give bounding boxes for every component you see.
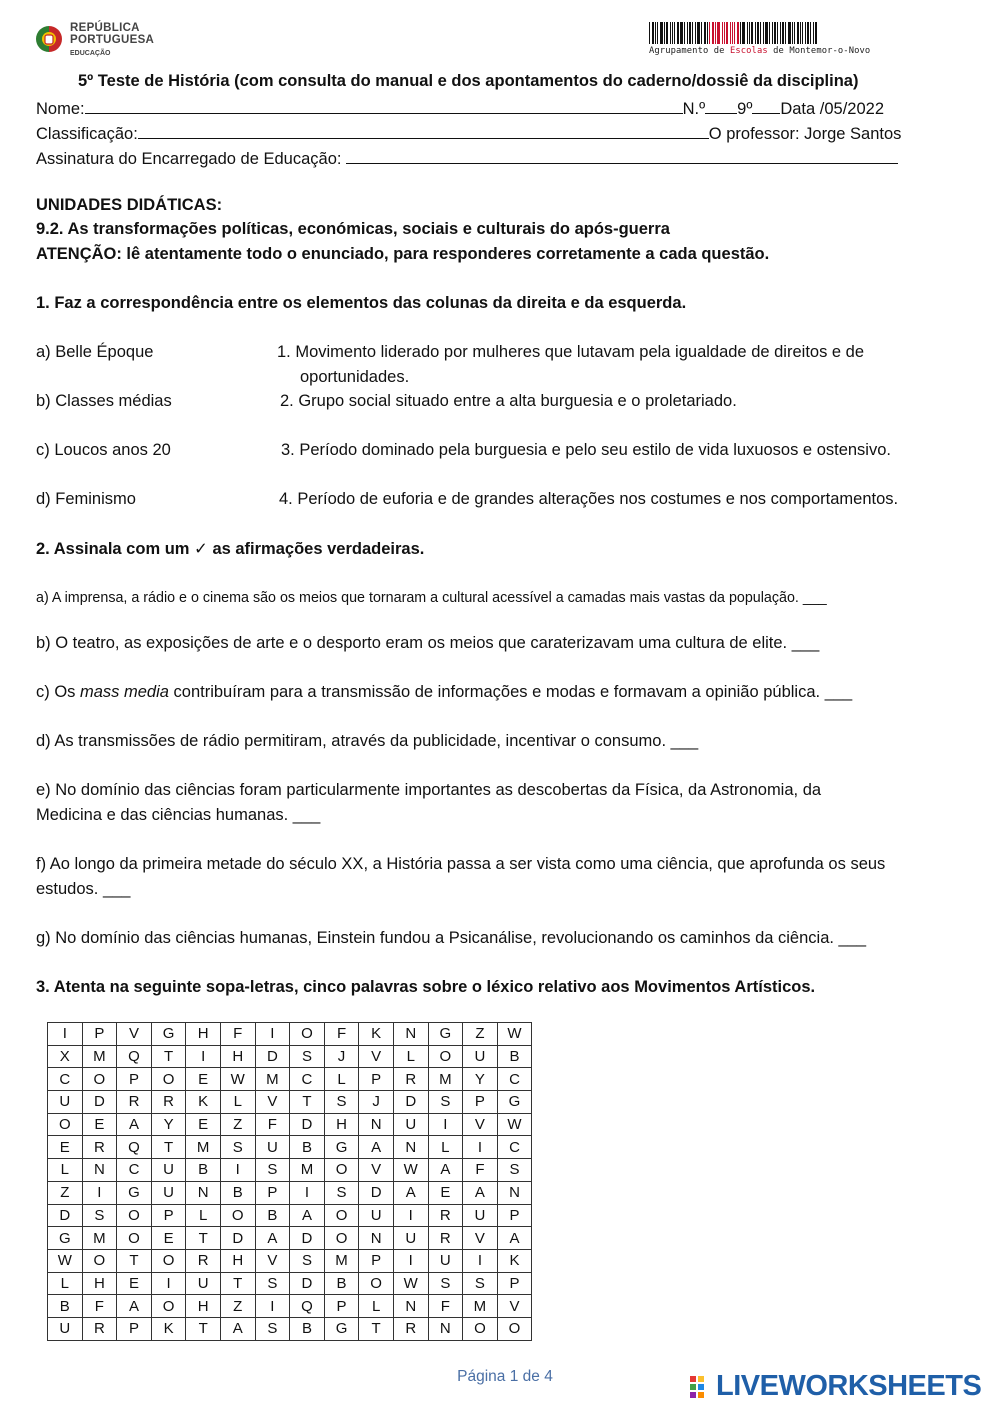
grid-cell[interactable]: T xyxy=(151,1136,186,1159)
grid-cell[interactable]: L xyxy=(324,1068,359,1091)
grid-cell[interactable]: U xyxy=(255,1136,290,1159)
grid-cell[interactable]: I xyxy=(255,1295,290,1318)
grid-row xyxy=(48,1249,532,1272)
grid-cell[interactable]: G xyxy=(48,1227,83,1250)
grid-cell[interactable]: D xyxy=(393,1091,428,1114)
grid-cell[interactable]: O xyxy=(290,1023,325,1046)
grid-cell[interactable]: A xyxy=(117,1295,152,1318)
school-barcode-logo xyxy=(649,22,899,56)
grid-cell[interactable]: E xyxy=(186,1113,221,1136)
grid-cell[interactable]: E xyxy=(151,1227,186,1250)
grid-cell[interactable]: E xyxy=(186,1068,221,1091)
grid-cell[interactable]: N xyxy=(393,1023,428,1046)
signature-label: Assinatura do Encarregado de Educação: xyxy=(36,150,342,168)
q3-prompt: 3. Atenta na seguinte sopa-letras, cinco palavras sobre o léxico relativo aos Movimentos Artísticos. xyxy=(36,978,816,996)
grid-cell[interactable]: P xyxy=(117,1317,152,1340)
grid-cell[interactable]: O xyxy=(82,1068,117,1091)
q1-left-a: a) Belle Époque xyxy=(36,343,154,361)
grid-cell[interactable]: T xyxy=(186,1317,221,1340)
grid-cell[interactable]: S xyxy=(255,1159,290,1182)
class-field[interactable] xyxy=(752,97,780,114)
grid-cell[interactable]: O xyxy=(324,1159,359,1182)
grid-cell[interactable]: L xyxy=(428,1136,463,1159)
grid-cell[interactable]: O xyxy=(324,1204,359,1227)
date-label: Data /05/2022 xyxy=(780,100,885,118)
grid-cell[interactable]: B xyxy=(497,1045,532,1068)
grid-cell[interactable]: O xyxy=(463,1317,498,1340)
grid-cell[interactable]: R xyxy=(393,1068,428,1091)
grid-cell[interactable]: W xyxy=(48,1249,83,1272)
grid-cell[interactable]: D xyxy=(359,1181,394,1204)
grid-cell[interactable]: O xyxy=(151,1249,186,1272)
grid-cell[interactable]: C xyxy=(497,1068,532,1091)
q2-item-d: d) As transmissões de rádio permitiram, através da publicidade, incentivar o consumo. ___ xyxy=(36,732,699,750)
grid-cell[interactable]: A xyxy=(393,1181,428,1204)
grid-cell[interactable]: S xyxy=(428,1272,463,1295)
grid-cell[interactable]: X xyxy=(48,1045,83,1068)
grid-cell[interactable]: P xyxy=(359,1068,394,1091)
grid-cell[interactable]: S xyxy=(324,1181,359,1204)
grid-cell[interactable]: O xyxy=(324,1227,359,1250)
grid-cell[interactable]: U xyxy=(428,1249,463,1272)
attention-note: ATENÇÃO: lê atentamente todo o enunciado, para responderes corretamente a cada questão. xyxy=(36,245,770,263)
grid-cell[interactable]: N xyxy=(82,1159,117,1182)
grid-cell[interactable]: C xyxy=(48,1068,83,1091)
grid-cell[interactable]: G xyxy=(497,1091,532,1114)
grid-cell[interactable]: U xyxy=(359,1204,394,1227)
grid-cell[interactable]: Q xyxy=(117,1136,152,1159)
grid-cell[interactable]: M xyxy=(324,1249,359,1272)
grid-cell[interactable]: W xyxy=(497,1113,532,1136)
grid-cell[interactable]: F xyxy=(428,1295,463,1318)
grid-cell[interactable]: F xyxy=(82,1295,117,1318)
grid-row xyxy=(48,1295,532,1318)
grid-cell[interactable]: M xyxy=(290,1159,325,1182)
grid-cell[interactable]: R xyxy=(428,1227,463,1250)
grid-cell[interactable]: U xyxy=(393,1113,428,1136)
q1-right-4: 4. Período de euforia e de grandes alterações nos costumes e nos comportamentos. xyxy=(279,490,899,508)
grid-cell[interactable]: P xyxy=(324,1295,359,1318)
grid-row xyxy=(48,1317,532,1340)
grid-cell[interactable]: V xyxy=(463,1113,498,1136)
grid-cell[interactable]: T xyxy=(117,1249,152,1272)
grid-cell[interactable]: B xyxy=(186,1159,221,1182)
grid-cell[interactable]: B xyxy=(48,1295,83,1318)
grid-cell[interactable]: V xyxy=(255,1249,290,1272)
grid-cell[interactable]: A xyxy=(220,1317,255,1340)
q2-item-e-line1: e) No domínio das ciências foram particularmente importantes as descobertas da Física, da Astronomia, da xyxy=(36,781,822,799)
grade-label: 9º xyxy=(737,100,753,118)
grid-cell[interactable]: A xyxy=(255,1227,290,1250)
grid-cell[interactable]: I xyxy=(186,1045,221,1068)
grid-cell[interactable]: R xyxy=(428,1204,463,1227)
grid-cell[interactable]: Z xyxy=(48,1181,83,1204)
grid-cell[interactable]: S xyxy=(290,1045,325,1068)
q2-item-e-line2: Medicina e das ciências humanas. ___ xyxy=(36,806,321,824)
grid-cell[interactable]: S xyxy=(255,1317,290,1340)
grid-cell[interactable]: O xyxy=(359,1272,394,1295)
grid-cell[interactable]: I xyxy=(290,1181,325,1204)
grid-cell[interactable]: I xyxy=(463,1249,498,1272)
q2-item-f-line1: f) Ao longo da primeira metade do século XX, a História passa a ser vista como uma ciência, que aprofunda os seus xyxy=(36,855,886,873)
grid-cell[interactable]: S xyxy=(255,1272,290,1295)
grid-cell[interactable]: T xyxy=(151,1045,186,1068)
grid-cell[interactable]: U xyxy=(48,1091,83,1114)
grid-cell[interactable]: P xyxy=(359,1249,394,1272)
grid-cell[interactable]: U xyxy=(48,1317,83,1340)
grid-cell[interactable]: G xyxy=(324,1317,359,1340)
grid-cell[interactable]: T xyxy=(186,1227,221,1250)
grid-cell[interactable]: H xyxy=(324,1113,359,1136)
grid-cell[interactable]: E xyxy=(428,1181,463,1204)
grid-cell[interactable]: K xyxy=(151,1317,186,1340)
republic-line3: EDUCAÇÃO xyxy=(70,50,111,57)
grid-cell[interactable]: O xyxy=(151,1068,186,1091)
page-number: Página 1 de 4 xyxy=(457,1368,553,1385)
grid-cell[interactable]: O xyxy=(117,1204,152,1227)
grid-cell[interactable]: R xyxy=(82,1136,117,1159)
grid-cell[interactable]: K xyxy=(497,1249,532,1272)
grid-cell[interactable]: O xyxy=(428,1045,463,1068)
grid-cell[interactable]: P xyxy=(82,1023,117,1046)
grid-cell[interactable]: S xyxy=(290,1249,325,1272)
q1-right-2: 2. Grupo social situado entre a alta burguesia e o proletariado. xyxy=(280,392,737,410)
grid-cell[interactable]: W xyxy=(393,1159,428,1182)
grid-cell[interactable]: U xyxy=(463,1204,498,1227)
grid-cell[interactable]: N xyxy=(393,1136,428,1159)
grid-cell[interactable]: U xyxy=(151,1181,186,1204)
grid-row xyxy=(48,1181,532,1204)
grid-row xyxy=(48,1159,532,1182)
number-label: N.º xyxy=(682,100,706,118)
grid-cell[interactable]: N xyxy=(186,1181,221,1204)
q1-prompt: 1. Faz a correspondência entre os elementos das colunas da direita e da esquerda. xyxy=(36,294,687,312)
grid-cell[interactable]: Z xyxy=(220,1295,255,1318)
grid-cell[interactable]: J xyxy=(324,1045,359,1068)
school-name: Agrupamento de Escolas de Montemor-o-Novo xyxy=(649,46,871,56)
grid-cell[interactable]: I xyxy=(82,1181,117,1204)
grid-cell[interactable]: C xyxy=(117,1159,152,1182)
grid-cell[interactable]: K xyxy=(359,1023,394,1046)
barcode-icon xyxy=(649,22,899,44)
grid-cell[interactable]: A xyxy=(428,1159,463,1182)
grid-cell[interactable]: H xyxy=(186,1295,221,1318)
classification-label: Classificação: xyxy=(36,125,138,143)
grid-cell[interactable]: P xyxy=(497,1272,532,1295)
word-search-grid xyxy=(47,1022,532,1341)
grid-cell[interactable]: R xyxy=(393,1317,428,1340)
grid-cell[interactable]: Z xyxy=(220,1113,255,1136)
grid-cell[interactable]: U xyxy=(463,1045,498,1068)
coat-of-arms-icon xyxy=(34,24,64,54)
q2-item-a: a) A imprensa, a rádio e o cinema são os meios que tornaram a cultural acessível a camadas mais vastas da população. ___ xyxy=(36,590,827,606)
grid-cell[interactable]: D xyxy=(48,1204,83,1227)
grid-cell[interactable]: P xyxy=(463,1091,498,1114)
grid-cell[interactable]: M xyxy=(82,1045,117,1068)
grid-cell[interactable]: M xyxy=(82,1227,117,1250)
grid-cell[interactable]: G xyxy=(117,1181,152,1204)
grid-cell[interactable]: L xyxy=(220,1091,255,1114)
grid-row xyxy=(48,1272,532,1295)
republic-line1: REPÚBLICA xyxy=(70,22,140,34)
grid-cell[interactable]: U xyxy=(151,1159,186,1182)
grid-cell[interactable]: C xyxy=(497,1136,532,1159)
q1-left-d: d) Feminismo xyxy=(36,490,136,508)
grid-cell[interactable]: G xyxy=(324,1136,359,1159)
units-topic: 9.2. As transformações políticas, económicas, sociais e culturais do após-guerra xyxy=(36,220,670,238)
grid-cell[interactable]: A xyxy=(117,1113,152,1136)
q1-left-c: c) Loucos anos 20 xyxy=(36,441,171,459)
grid-cell[interactable]: B xyxy=(255,1204,290,1227)
grid-cell[interactable]: N xyxy=(393,1295,428,1318)
grid-cell[interactable]: L xyxy=(48,1272,83,1295)
grid-cell[interactable]: E xyxy=(82,1113,117,1136)
q1-right-1: 1. Movimento liderado por mulheres que lutavam pela igualdade de direitos e de xyxy=(277,343,865,361)
number-field[interactable] xyxy=(705,97,737,114)
signature-line xyxy=(36,147,898,169)
q1-right-3: 3. Período dominado pela burguesia e pelo seu estilo de vida luxuosos e ostensivo. xyxy=(281,441,891,459)
q2-item-g: g) No domínio das ciências humanas, Einstein fundou a Psicanálise, revolucionando os caminhos da ciência. ___ xyxy=(36,929,867,947)
grid-cell[interactable]: Y xyxy=(151,1113,186,1136)
grid-cell[interactable]: I xyxy=(393,1204,428,1227)
grid-cell[interactable]: M xyxy=(186,1136,221,1159)
signature-field[interactable] xyxy=(346,147,898,164)
grid-cell[interactable]: I xyxy=(428,1113,463,1136)
grid-row xyxy=(48,1045,532,1068)
grid-row xyxy=(48,1113,532,1136)
grid-cell[interactable]: A xyxy=(497,1227,532,1250)
grid-cell[interactable]: V xyxy=(255,1091,290,1114)
grid-cell[interactable]: H xyxy=(220,1045,255,1068)
units-heading: UNIDADES DIDÁTICAS: xyxy=(36,196,223,214)
grid-cell[interactable]: T xyxy=(220,1272,255,1295)
teacher-label: O professor: Jorge Santos xyxy=(708,125,902,143)
grid-cell[interactable]: A xyxy=(463,1181,498,1204)
test-title: 5º Teste de História (com consulta do manual e dos apontamentos do caderno/dossiê da disciplina) xyxy=(78,72,859,90)
grid-cell[interactable]: F xyxy=(324,1023,359,1046)
grid-cell[interactable]: J xyxy=(359,1091,394,1114)
grid-row xyxy=(48,1068,532,1091)
grid-row xyxy=(48,1023,532,1046)
grid-cell[interactable]: Z xyxy=(463,1023,498,1046)
grid-cell[interactable]: S xyxy=(324,1091,359,1114)
grid-row xyxy=(48,1091,532,1114)
grid-cell[interactable]: P xyxy=(497,1204,532,1227)
grid-cell[interactable]: G xyxy=(151,1023,186,1046)
grid-cell[interactable]: U xyxy=(186,1272,221,1295)
grid-cell[interactable]: G xyxy=(428,1023,463,1046)
grid-cell[interactable]: L xyxy=(186,1204,221,1227)
grid-cell[interactable]: H xyxy=(186,1023,221,1046)
grid-row xyxy=(48,1227,532,1250)
grid-cell[interactable]: V xyxy=(359,1159,394,1182)
grid-cell[interactable]: I xyxy=(151,1272,186,1295)
grid-cell[interactable]: T xyxy=(290,1091,325,1114)
grid-cell[interactable]: B xyxy=(220,1181,255,1204)
grid-cell[interactable]: V xyxy=(497,1295,532,1318)
grid-cell[interactable]: D xyxy=(82,1091,117,1114)
grid-cell[interactable]: O xyxy=(48,1113,83,1136)
liveworksheets-brand: LIVEWORKSHEETS xyxy=(716,1370,982,1402)
grid-cell[interactable]: M xyxy=(255,1068,290,1091)
q2-prompt: 2. Assinala com um ✓ as afirmações verdadeiras. xyxy=(36,540,425,558)
grid-cell[interactable]: O xyxy=(151,1295,186,1318)
grid-cell[interactable]: I xyxy=(255,1023,290,1046)
grid-cell[interactable]: A xyxy=(290,1204,325,1227)
grid-cell[interactable]: Q xyxy=(290,1295,325,1318)
grid-cell[interactable]: N xyxy=(497,1181,532,1204)
classification-field[interactable] xyxy=(138,122,709,139)
grid-cell[interactable]: I xyxy=(48,1023,83,1046)
grid-cell[interactable]: S xyxy=(463,1272,498,1295)
q1-right-1-cont: oportunidades. xyxy=(300,368,410,386)
grid-cell[interactable]: V xyxy=(463,1227,498,1250)
grid-cell[interactable]: B xyxy=(290,1136,325,1159)
grid-cell[interactable]: V xyxy=(117,1023,152,1046)
grid-cell[interactable]: T xyxy=(359,1317,394,1340)
grid-cell[interactable]: S xyxy=(428,1091,463,1114)
q2-item-b: b) O teatro, as exposições de arte e o desporto eram os meios que caraterizavam uma cultura de elite. ___ xyxy=(36,634,820,652)
grid-cell[interactable]: M xyxy=(463,1295,498,1318)
grid-row xyxy=(48,1204,532,1227)
grid-cell[interactable]: Q xyxy=(117,1045,152,1068)
grid-cell[interactable]: O xyxy=(220,1204,255,1227)
grid-cell[interactable]: D xyxy=(290,1272,325,1295)
q2-item-c: c) Os mass media contribuíram para a transmissão de informações e modas e formavam a opinião pública. ___ xyxy=(36,683,853,701)
grid-cell[interactable]: P xyxy=(255,1181,290,1204)
liveworksheets-icon xyxy=(690,1376,712,1398)
grid-cell[interactable]: W xyxy=(393,1272,428,1295)
grid-cell[interactable]: N xyxy=(359,1227,394,1250)
grid-cell[interactable]: B xyxy=(290,1317,325,1340)
grid-cell[interactable]: U xyxy=(393,1227,428,1250)
grid-cell[interactable]: D xyxy=(220,1227,255,1250)
grid-cell[interactable]: L xyxy=(359,1295,394,1318)
grid-cell[interactable]: I xyxy=(393,1249,428,1272)
grid-cell[interactable]: F xyxy=(463,1159,498,1182)
name-line xyxy=(36,97,884,119)
grid-cell[interactable]: S xyxy=(220,1136,255,1159)
grid-row xyxy=(48,1136,532,1159)
grid-cell[interactable]: D xyxy=(290,1113,325,1136)
grid-cell[interactable]: W xyxy=(220,1068,255,1091)
grid-cell[interactable]: S xyxy=(82,1204,117,1227)
grid-cell[interactable]: W xyxy=(497,1023,532,1046)
grid-cell[interactable]: F xyxy=(255,1113,290,1136)
q1-left-b: b) Classes médias xyxy=(36,392,172,410)
grid-cell[interactable]: D xyxy=(290,1227,325,1250)
grid-cell[interactable]: P xyxy=(151,1204,186,1227)
grid-cell[interactable]: H xyxy=(82,1272,117,1295)
grid-cell[interactable]: K xyxy=(186,1091,221,1114)
grid-cell[interactable]: R xyxy=(151,1091,186,1114)
grid-cell[interactable]: Y xyxy=(463,1068,498,1091)
grid-cell[interactable]: E xyxy=(48,1136,83,1159)
q2-item-f-line2: estudos. ___ xyxy=(36,880,131,898)
grid-cell[interactable]: F xyxy=(220,1023,255,1046)
classification-line xyxy=(36,122,901,144)
grid-cell[interactable]: V xyxy=(359,1045,394,1068)
grid-cell[interactable]: L xyxy=(48,1159,83,1182)
grid-cell[interactable]: N xyxy=(359,1113,394,1136)
grid-cell[interactable]: H xyxy=(220,1249,255,1272)
grid-cell[interactable]: R xyxy=(186,1249,221,1272)
grid-cell[interactable]: C xyxy=(290,1068,325,1091)
name-field[interactable] xyxy=(85,97,683,114)
grid-cell[interactable]: R xyxy=(82,1317,117,1340)
grid-cell[interactable]: E xyxy=(117,1272,152,1295)
grid-cell[interactable]: R xyxy=(117,1091,152,1114)
grid-cell[interactable]: A xyxy=(359,1136,394,1159)
grid-cell[interactable]: B xyxy=(324,1272,359,1295)
grid-cell[interactable]: M xyxy=(428,1068,463,1091)
grid-cell[interactable]: O xyxy=(82,1249,117,1272)
grid-cell[interactable]: O xyxy=(117,1227,152,1250)
grid-cell[interactable]: I xyxy=(463,1136,498,1159)
grid-cell[interactable]: I xyxy=(220,1159,255,1182)
grid-cell[interactable]: O xyxy=(497,1317,532,1340)
republic-line2: PORTUGUESA xyxy=(70,34,155,46)
checkmark-icon: ✓ xyxy=(194,540,208,558)
grid-cell[interactable]: N xyxy=(428,1317,463,1340)
grid-cell[interactable]: D xyxy=(255,1045,290,1068)
grid-cell[interactable]: P xyxy=(117,1068,152,1091)
grid-cell[interactable]: S xyxy=(497,1159,532,1182)
grid-cell[interactable]: L xyxy=(393,1045,428,1068)
name-label: Nome: xyxy=(36,100,85,118)
